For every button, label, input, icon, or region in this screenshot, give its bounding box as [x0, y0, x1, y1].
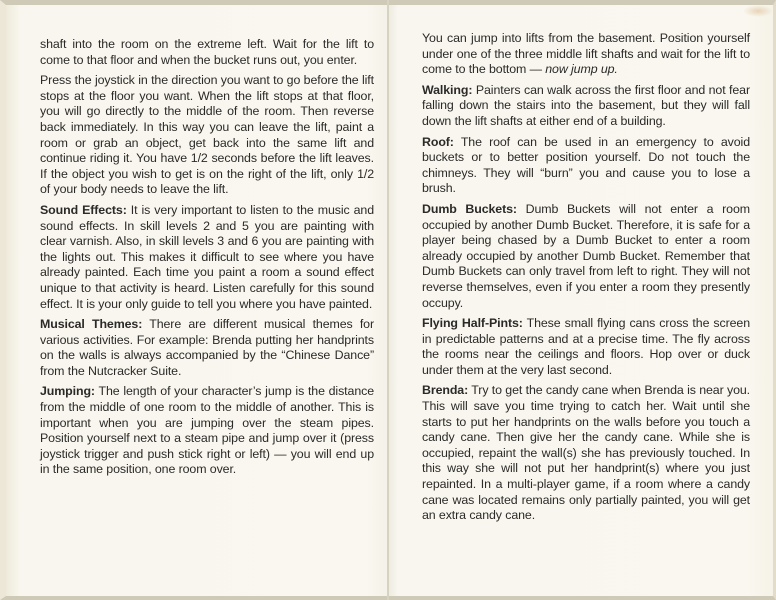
section-body: There are different musical themes for various activities. For example: Brenda putting her handprints on the walls is always accompanied by the “Chinese Dance” from the Nutcracker Suite.	[40, 317, 374, 378]
section-heading: Brenda:	[422, 383, 469, 398]
section-roof	[422, 135, 750, 197]
section-sound-effects	[40, 203, 374, 312]
paper-stain	[743, 5, 773, 17]
section-heading: Flying Half-Pints:	[422, 316, 523, 331]
section-dumb-buckets	[422, 202, 750, 311]
paragraph-lift-continued	[40, 37, 374, 68]
section-brenda	[422, 383, 750, 523]
paragraph-body: shaft into the room on the extreme left. Wait for the lift to come to that floor and when the bucket runs out, you enter.	[40, 37, 374, 67]
right-page-text	[422, 31, 750, 529]
section-body: The roof can be used in an emergency to avoid buckets or to better position yourself. Do not touch the chimneys. They will “burn” you and cause you to lose a brush.	[422, 134, 750, 196]
section-heading: Jumping:	[40, 384, 95, 399]
section-heading: Dumb Buckets:	[422, 201, 517, 216]
section-flying-half-pints	[422, 316, 750, 378]
section-body: The length of your character’s jump is the distance from the middle of one room to the middle of another. This is important when you are jumping over the steam pipes. Position yourself next to a steam pipe and jump over it (press joystick trigger and push stick right or left) — you will end up in the same position, one room over.	[40, 384, 374, 477]
section-heading: Sound Effects:	[40, 202, 127, 217]
section-jumping	[40, 384, 374, 478]
section-walking	[422, 83, 750, 130]
right-page	[388, 0, 776, 600]
paragraph-emphasis: now jump up.	[545, 62, 618, 77]
section-heading: Musical Themes:	[40, 317, 143, 332]
paragraph-joystick-lift	[40, 73, 374, 198]
section-heading: Walking:	[422, 82, 473, 97]
section-musical-themes	[40, 317, 374, 379]
section-body: Dumb Buckets will not enter a room occupied by another Dumb Bucket. Therefore, it is safe for a player being chased by a Dumb Bucket to enter a room already occupied by another Dumb Bucket. Remember that Dumb Buckets can only travel from left to right. They will not reverse themselves, even if you enter a room they presently occupy.	[422, 201, 750, 310]
section-body: Try to get the candy cane when Brenda is near you. This will save you time trying to catch her. Wait until she starts to put her handprints on the walls before you touch a candy cane. Then give her the candy cane. While she is occupied, repaint the wall(s) she has previously touched. In this way she will not put her handprint(s) where you just repainted. In a multi-player game, if a room where a candy cane was located remains only partially painted, you will get an extra candy cane.	[422, 383, 750, 523]
paragraph-body: Press the joystick in the direction you want to go before the lift stops at the floor you want. When the lift stops at that floor, you will go directly to the middle of the room. Then reverse back immediately. In this way you can leave the lift, paint a room or grab an object, get back into the same lift and continue riding it. You have 1/2 seconds before the lift leaves. If the object you wish to get is on the right of the lift, only 1/2 of your body needs to leave the lift.	[40, 73, 374, 197]
section-body: Painters can walk across the first floor and not fear falling down the stairs into the basement, but they will fall down the lift shafts at either end of a building.	[422, 82, 750, 128]
section-body: It is very important to listen to the music and sound effects. In skill levels 2 and 5 you are painting with clear varnish. Also, in skill levels 3 and 6 you are painting with the lights out. This makes it difficult to see where you have already painted. Each time you paint a room a sound effect unique to that activity is heard. Listen carefully for this sound effect. It is your only guide to tell you where you have painted.	[40, 202, 374, 311]
book-spine	[387, 0, 389, 600]
left-page-text	[40, 37, 374, 483]
section-heading: Roof:	[422, 134, 454, 149]
paragraph-body: You can jump into lifts from the basement. Position yourself under one of the three middle lift shafts and wait for the lift to come to the bottom —	[422, 31, 750, 77]
section-body: These small flying cans cross the screen in predictable patterns and at a precise time. The fly across the rooms near the ceilings and floors. Hop over or duck under them at the very last second.	[422, 316, 751, 377]
paragraph-basement-jump	[422, 31, 750, 78]
